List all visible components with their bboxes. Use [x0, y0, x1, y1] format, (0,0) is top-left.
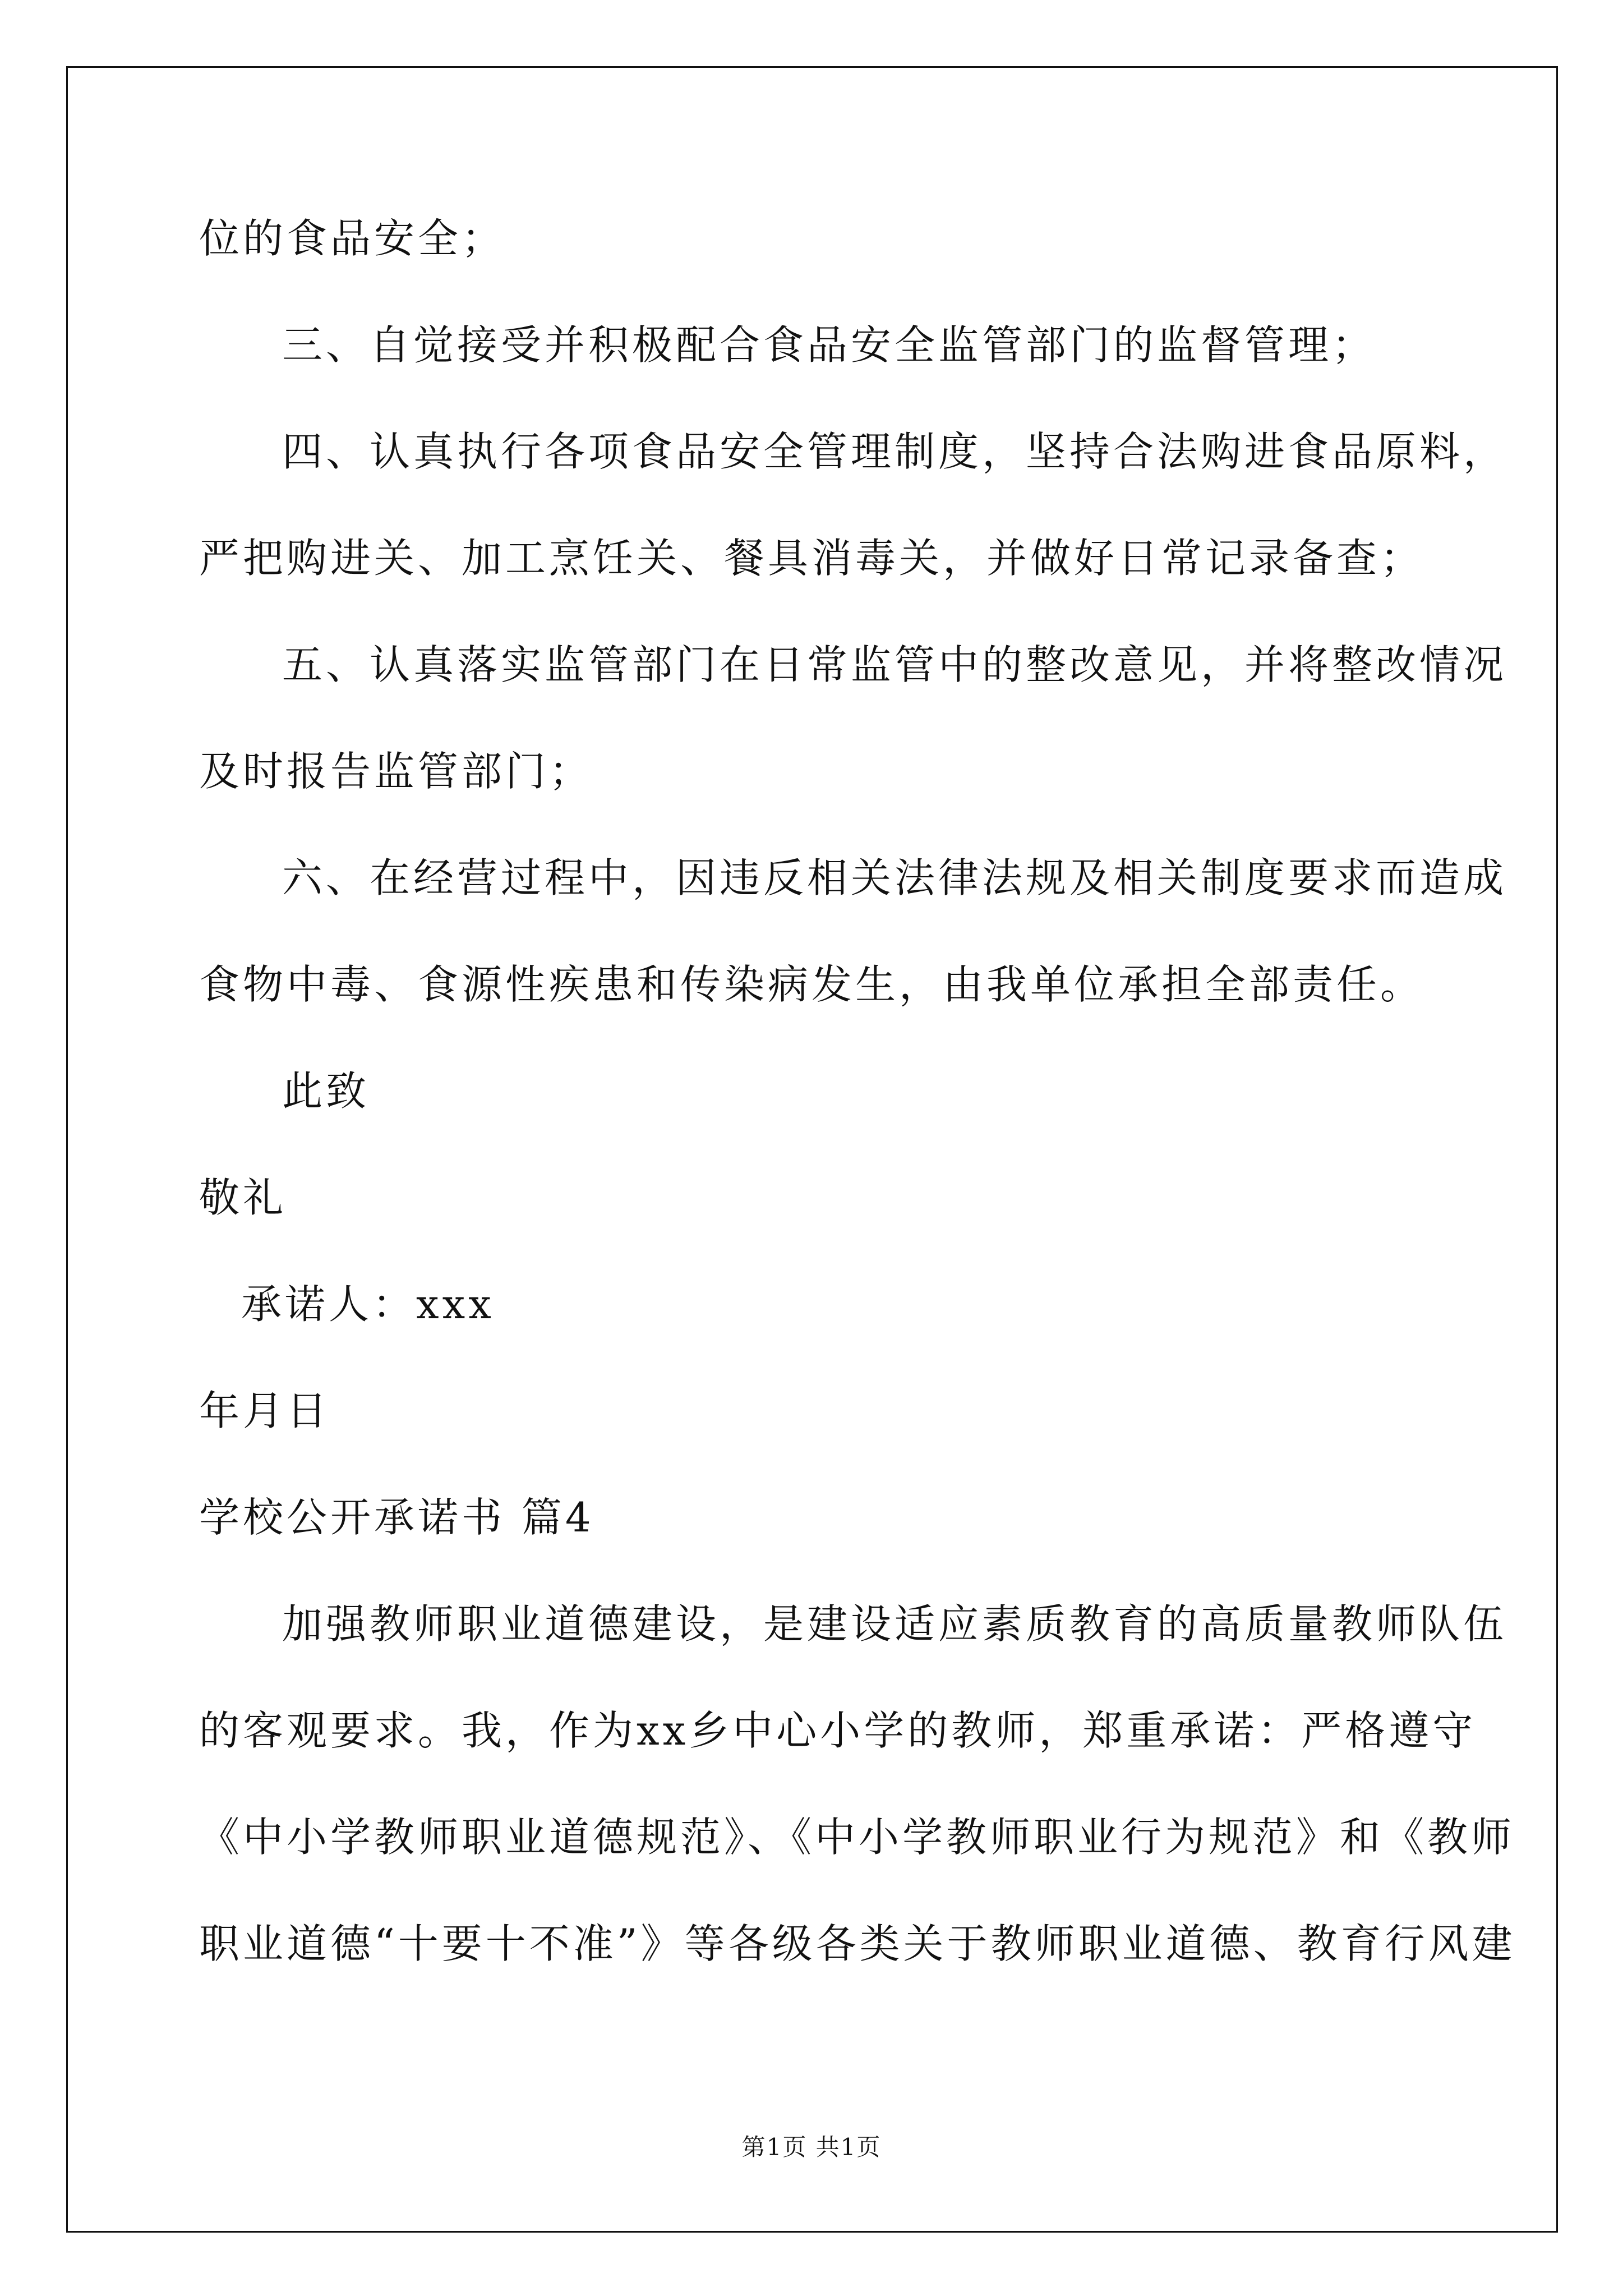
text-line: 位的食品安全；	[199, 215, 506, 262]
closing-line: 敬礼	[199, 1174, 287, 1221]
text-line: 职业道德“十要十不准”》等各级各类关于教师职业道德、教育行风建	[199, 1920, 1516, 1967]
page-border	[66, 66, 1558, 2233]
text-line: 六、在经营过程中，因违反相关法律法规及相关制度要求而造成	[282, 854, 1507, 901]
signatory-line: 承诺人：xxx	[241, 1281, 495, 1328]
text-line: 的客观要求。我，作为xx乡中心小学的教师，郑重承诺：严格遵守	[199, 1707, 1477, 1754]
text-line: 及时报告监管部门；	[199, 748, 593, 795]
text-line: 四、认真执行各项食品安全管理制度，坚持合法购进食品原料，	[282, 428, 1507, 475]
text-line: 食物中毒、食源性疾患和传染病发生，由我单位承担全部责任。	[199, 961, 1424, 1008]
section-heading: 学校公开承诺书 篇4	[199, 1494, 594, 1541]
text-line: 加强教师职业道德建设，是建设适应素质教育的高质量教师队伍	[282, 1600, 1507, 1648]
text-line: 三、自觉接受并积极配合食品安全监管部门的监督管理；	[282, 321, 1376, 369]
date-line: 年月日	[199, 1387, 331, 1434]
text-line: 五、认真落实监管部门在日常监管中的整改意见，并将整改情况	[282, 641, 1507, 688]
salutation-line: 此致	[282, 1068, 370, 1115]
text-line: 《中小学教师职业道德规范》、《中小学教师职业行为规范》和《教师	[199, 1814, 1515, 1861]
text-line: 严把购进关、加工烹饪关、餐具消毒关，并做好日常记录备查；	[199, 535, 1424, 582]
page-footer: 第1页 共1页	[741, 2133, 882, 2161]
